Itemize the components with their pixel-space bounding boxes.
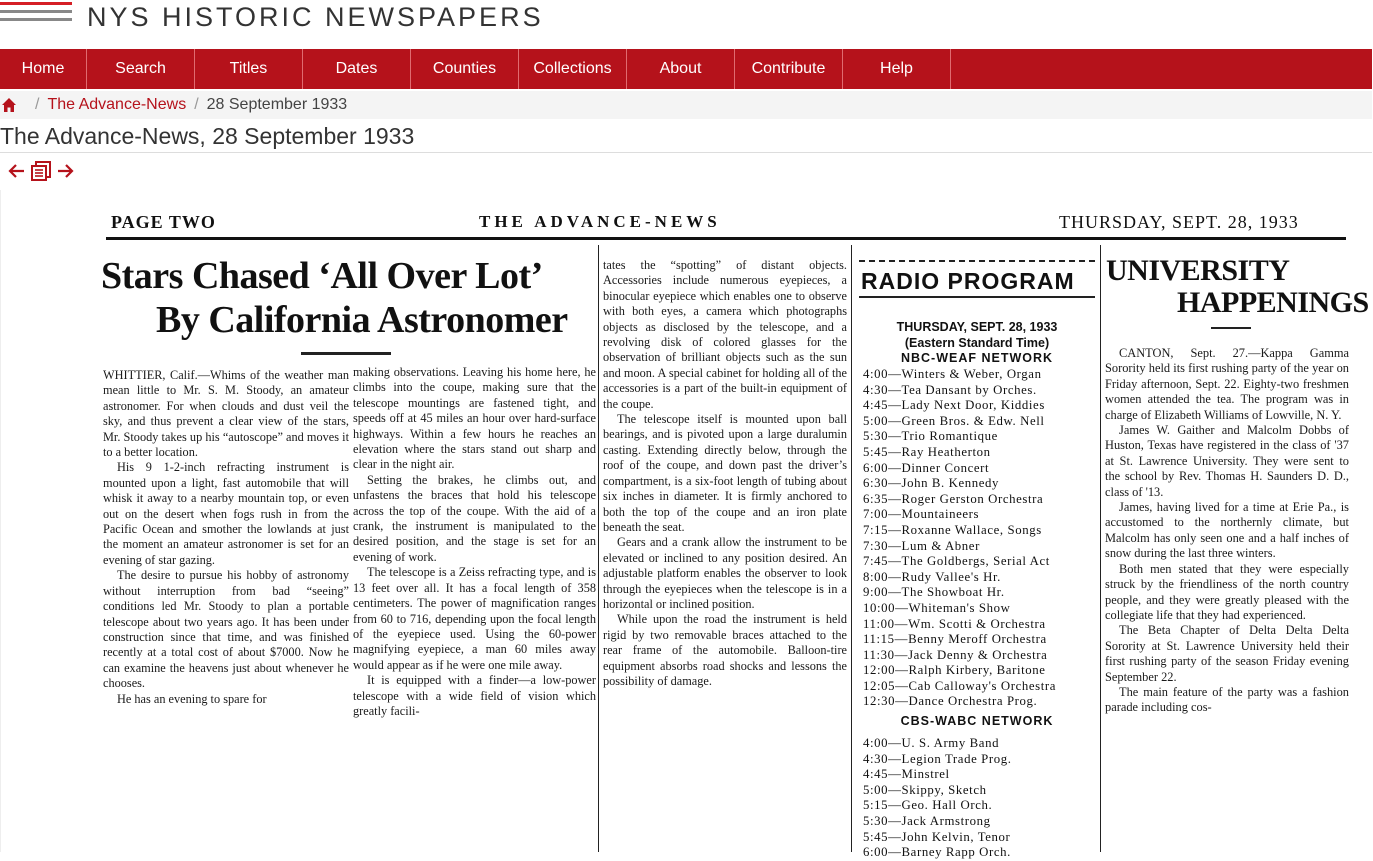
breadcrumb-title-link[interactable]: The Advance-News: [47, 96, 187, 113]
radio-listing: 6:30—John B. Kennedy: [863, 476, 1000, 491]
paragraph: While upon the road the instrument is held rigid by two removable braces attached to the rear frame of the automobile. Balloon-tire equipment absorbs road shocks and lessons the possibility of damage.: [603, 612, 847, 688]
column-rule: [1100, 245, 1101, 852]
nav-search[interactable]: Search: [87, 49, 195, 89]
paragraph: CANTON, Sept. 27.—Kappa Gamma Sorority held its first rushing party of the year on Friday afternoon, Sept. 22. Eighty-two freshmen women attended the tea. The program was in charge of Elizabeth Williams of Lowville, N. Y.: [1105, 346, 1349, 422]
nav-dates[interactable]: Dates: [303, 49, 411, 89]
radio-listing: 7:30—Lum & Abner: [863, 538, 980, 553]
nav-about[interactable]: About: [627, 49, 735, 89]
np-masthead: THE ADVANCE-NEWS: [479, 212, 721, 231]
breadcrumb-separator: /: [35, 96, 40, 113]
site-header: [0, 0, 1372, 48]
radio-listing: 9:00—The Showboat Hr.: [863, 585, 1005, 600]
university-rule: [1211, 327, 1251, 329]
radio-listing: 5:30—Jack Armstrong: [863, 813, 991, 828]
np-page-number: PAGE TWO: [111, 212, 216, 232]
radio-listing: 11:15—Benny Meroff Orchestra: [863, 632, 1047, 647]
np-header-rule: [106, 237, 1346, 240]
paragraph: His 9 1-2-inch refracting instrument is mounted upon a light, fast automobile that will whisk it away to a nearby mountain top, or even out on the desert when fogs rush in from the Pacific Ocean and smother the lowlands at just the moment an amateur astronomer is set for an evening of star gazing.: [103, 460, 349, 567]
nav-help[interactable]: Help: [843, 49, 951, 89]
radio-listing: 4:00—Winters & Weber, Organ: [863, 367, 1042, 381]
article-column-1: [103, 368, 349, 707]
page-viewer[interactable]: [0, 190, 1372, 860]
university-headline: UNIVERSITY: [1106, 254, 1290, 287]
radio-listing: 11:00—Wm. Scotti & Orchestra: [863, 616, 1046, 631]
radio-top-rule: [859, 260, 1095, 262]
radio-listing: 4:00—U. S. Army Band: [863, 736, 1000, 750]
arrow-left-icon[interactable]: [6, 160, 28, 182]
radio-listing: 5:45—John Kelvin, Tenor: [863, 829, 1011, 844]
radio-listing: 11:30—Jack Denny & Orchestra: [863, 647, 1048, 662]
radio-listing: 6:00—Dinner Concert: [863, 460, 990, 475]
np-date: THURSDAY, SEPT. 28, 1933: [1059, 212, 1299, 232]
headline-rule: [301, 352, 391, 355]
radio-list-cbs: [863, 736, 1095, 861]
column-rule: [598, 245, 599, 852]
radio-listing: 4:30—Legion Trade Prog.: [863, 751, 1012, 766]
radio-title-rule: [859, 296, 1095, 298]
paragraph: He has an evening to spare for: [117, 691, 267, 706]
radio-listing: 10:00—Whiteman's Show: [863, 600, 1011, 615]
radio-listing: 5:30—Trio Romantique: [863, 429, 998, 444]
nav-home[interactable]: Home: [0, 49, 87, 89]
paragraph: The desire to pursue his hobby of astronomy without interruption from bad “seeing” conditions led Mr. Stoody to plan a portable telescope about two years ago. It has been under construction since that time, and was finished recently at a total cost of about $7000. Now he can examine the heavens just about whenever he chooses.: [103, 568, 349, 691]
university-column: [1105, 346, 1349, 716]
column-rule: [851, 245, 852, 852]
paragraph: Both men stated that they were especially struck by the friendliness of the north country people, and they were greatly pleased with the collegiate life that they had experienced.: [1105, 561, 1349, 622]
radio-listing: 5:15—Geo. Hall Orch.: [863, 798, 993, 813]
radio-listing: 12:00—Ralph Kirbery, Baritone: [863, 663, 1046, 678]
radio-listing: 12:30—Dance Orchestra Prog.: [863, 694, 1038, 709]
radio-listing: 4:30—Tea Dansant by Orches.: [863, 382, 1037, 397]
radio-date: THURSDAY, SEPT. 28, 1933: [896, 320, 1058, 334]
paragraph: Setting the brakes, he climbs out, and unfastens the braces that hold his telescope across the top of the coupe. With the aid of a crank, the instrument is manipulated to the desired position, and the stage is set for an evening of work.: [353, 472, 596, 564]
nav-contribute[interactable]: Contribute: [735, 49, 843, 89]
radio-list-nbc: [863, 367, 1095, 710]
page-title: The Advance-News, 28 September 1933: [0, 123, 415, 149]
paragraph: The main feature of the party was a fashion parade including cos-: [1105, 684, 1349, 715]
radio-listing: 6:00—Barney Rapp Orch.: [863, 845, 1011, 860]
newspaper-page: [1, 190, 1373, 860]
breadcrumb-separator: /: [194, 96, 199, 113]
main-nav: [0, 49, 1372, 89]
paragraph: Gears and a crank allow the instrument to be elevated or inclined to any position desired. An adjustable platform enables the observer to look through the eyepieces when the telescope is in a horizontal or inclined position.: [603, 535, 847, 611]
radio-listing: 5:45—Ray Heatherton: [863, 444, 991, 459]
home-icon[interactable]: [1, 97, 17, 113]
paragraph: It is equipped with a finder—a low-power telescope with a wide field of vision which greatly facili-: [353, 673, 596, 718]
radio-listing: 6:35—Roger Gerston Orchestra: [863, 491, 1044, 506]
paragraph: James, having lived for a time at Erie Pa., is accustomed to the northernly climate, but Malcolm has only seen one and a half inches of snow during the last three winters.: [1105, 500, 1349, 561]
paragraph: The Beta Chapter of Delta Delta Delta Sorority at St. Lawrence University held their first rushing party of the season Friday evening September 22.: [1105, 623, 1349, 684]
article-column-3: [603, 258, 847, 689]
radio-network-nbc: NBC-WEAF NETWORK: [900, 351, 1054, 365]
radio-listing: 5:00—Skippy, Sketch: [863, 782, 987, 797]
paragraph: tates the “spotting” of distant objects. Accessories include numerous eyepieces, a binocular eyepiece which enables one to observe with both eyes, a camera which photographs objects as disclosed by the telescope, and a revolving disk of colored glasses for the observation of brilliant objects such as the sun and moon. A special cabinet for holding all of the accessories is a part of the built-in equipment of the coupe.: [603, 258, 847, 411]
radio-listing: 4:45—Minstrel: [863, 767, 950, 782]
article-column-2: [353, 365, 596, 719]
nav-counties[interactable]: Counties: [411, 49, 519, 89]
radio-listing: 7:00—Mountaineers: [863, 507, 980, 522]
radio-listing: 5:00—Green Bros. & Edw. Nell: [863, 413, 1045, 428]
pages-icon[interactable]: [30, 160, 52, 182]
paragraph: James W. Gaither and Malcolm Dobbs of Huston, Texas have registered in the class of '37 at St. Lawrence University. They were sent to the school by Rev. Thomas H. Saunders D. D., class of '13.: [1105, 423, 1349, 499]
nav-titles[interactable]: Titles: [195, 49, 303, 89]
radio-network-cbs: CBS-WABC NETWORK: [900, 714, 1054, 728]
radio-listing: 12:05—Cab Calloway's Orchestra: [863, 678, 1057, 693]
radio-program-title: RADIO PROGRAM: [861, 268, 1075, 294]
paragraph: The telescope is a Zeiss refracting type, and is 13 feet over all. It has a focal length of 358 centimeters. The power of magnification ranges from 60 to 716, depending upon the focal length of the eyepiece used. Using the 60-power magnifying eyepiece, a man 60 miles away would appear as if he were one mile away.: [353, 565, 596, 672]
arrow-right-icon[interactable]: [54, 160, 76, 182]
breadcrumb-current: 28 September 1933: [206, 96, 348, 113]
radio-listing: 4:45—Lady Next Door, Kiddies: [863, 398, 1045, 413]
radio-listing: 7:45—The Goldbergs, Serial Act: [863, 554, 1050, 569]
article-headline-2: By California Astronomer: [156, 299, 568, 341]
paragraph: making observations. Leaving his home here, he climbs into the coupe, making sure that the telescope mountings are fastened tight, and speeds off at 45 miles an hour over hard-surface highways. Within a few hours he reaches an elevation where the stars stand out sharp and clear in the night air.: [353, 365, 596, 472]
nav-collections[interactable]: Collections: [519, 49, 627, 89]
issue-toolbar: [6, 160, 76, 182]
paragraph: WHITTIER, Calif.—Whims of the weather man mean little to Mr. S. M. Stoody, an amateur astronomer. For when clouds and dust veil the sky, and thus prevent a clear view of the stars, Mr. Stoody takes up his “autoscope” and moves it to a better location.: [103, 368, 349, 460]
site-logo[interactable]: [0, 0, 72, 26]
site-title[interactable]: NYS HISTORIC NEWSPAPERS: [87, 2, 544, 32]
paragraph: The telescope itself is mounted upon ball bearings, and is pivoted upon a large duralumin casting. Extending directly below, through the roof of the coupe, and down past the driver’s compartment, is a six-foot length of tubing about six inches in diameter. It is firmly anchored to both the top of the coupe and an iron plate beneath the seat.: [603, 412, 847, 534]
radio-timezone: (Eastern Standard Time): [904, 336, 1050, 350]
university-headline-2: HAPPENINGS: [1177, 286, 1369, 319]
article-headline: Stars Chased ‘All Over Lot’: [101, 255, 543, 297]
divider: [0, 152, 1372, 153]
radio-listing: 7:15—Roxanne Wallace, Songs: [863, 522, 1042, 537]
breadcrumb: [0, 91, 1372, 119]
radio-listing: 8:00—Rudy Vallee's Hr.: [863, 569, 1001, 584]
